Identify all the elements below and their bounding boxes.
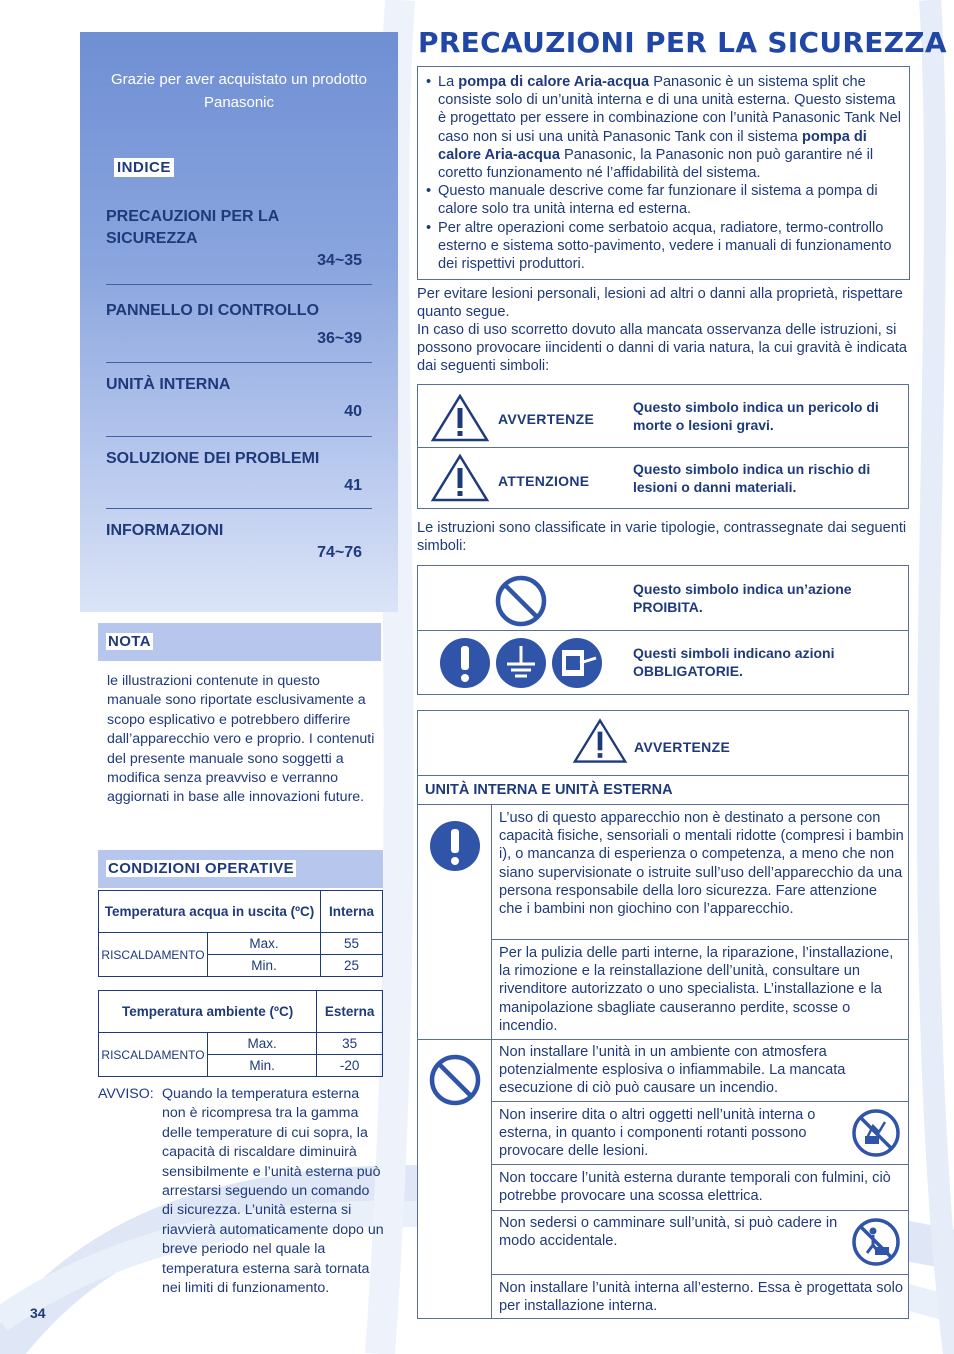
table-header: Interna — [321, 891, 383, 933]
warning-row: Per la pulizia delle parti interne, la riparazione, l’installazione, la rimozione e la reinstallazione dell’unità, consultare un rivenditore autorizzato o uno specialista. L’installazione e la manipolazione sbagliate causeranno perdite, scosse o incendio. — [499, 945, 894, 1034]
warning-box — [417, 710, 909, 1319]
earth-ground-icon — [494, 636, 548, 690]
table-header: Temperatura ambiente (ºC) — [99, 991, 317, 1033]
intro-paragraph: In caso di uso scorretto dovuto alla mancata osservanza delle istruzioni, si possono provocare iincidenti o danni di varia natura, la cui gravità è indicata dai seguenti simboli: — [417, 322, 907, 375]
toc-pages: 36~39 — [317, 330, 362, 347]
max-label: Max. — [208, 933, 321, 955]
conditions-header — [98, 850, 383, 888]
warning-triangle-icon — [430, 393, 490, 443]
toc-label: INFORMAZIONI — [106, 522, 224, 539]
intro-paragraph: Per evitare lesioni personali, lesioni ad altri o danni alla proprietà, rispettare quanto segue. — [417, 286, 903, 321]
toc-pages: 34~35 — [317, 252, 362, 269]
toc-item-information[interactable] — [106, 520, 372, 570]
warning-box-header — [418, 711, 908, 776]
intro-bullet: • Questo manuale descrive come far funzionare il sistema a pompa di calore solo tra unità interna ed esterna. — [418, 182, 906, 218]
column-divider — [491, 804, 492, 1318]
intro-box — [417, 66, 910, 280]
warning-row: L’uso di questo apparecchio non è destinato a persone con capacità fisiche, sensoriali o mentali ridotte (compresi i bambin i), o mancanza di esperienza o competenza, a meno che non siano supervisionate o istruite sull’uso dell’apparecchio da una persona responsabile della loro sicurezza. Fare attenzione che i bambini non giochino con l’apparecchio. — [499, 810, 904, 918]
warning-box-title: AVVERTENZE — [634, 739, 731, 755]
toc-pages: 41 — [344, 477, 362, 494]
action-desc: Questo simbolo indica un’azione PROIBITA. — [633, 581, 852, 615]
page-number: 34 — [30, 1305, 46, 1321]
mode-cell: RISCALDAMENTO — [99, 1033, 208, 1077]
severity-label: ATTENZIONE — [498, 473, 590, 489]
action-row-prohibited — [418, 566, 908, 631]
nota-title: NOTA — [108, 633, 151, 650]
toc-pages: 74~76 — [317, 544, 362, 561]
warning-row: Non installare l’unità in un ambiente con atmosfera potenzialmente esplosiva o infiammabile. La mancata esecuzione di ciò può causare un incendio. — [499, 1044, 846, 1097]
severity-symbols-box — [417, 384, 909, 509]
notice-label: AVVISO: — [98, 1086, 154, 1102]
warning-row: Non inserire dita o altri oggetti nell’unità interna o esterna, in quanto i componenti rotanti possono provocare delle lesioni. — [499, 1107, 816, 1160]
toc-label: PANNELLO DI CONTROLLO — [106, 302, 320, 319]
conditions-table-outdoor — [98, 990, 383, 1077]
warning-triangle-icon — [572, 717, 628, 765]
row-divider — [491, 1101, 908, 1102]
conditions-title: CONDIZIONI OPERATIVE — [108, 860, 295, 877]
action-symbols-box — [417, 565, 909, 695]
severity-desc: Questo simbolo indica un pericolo di morte o lesioni gravi. — [633, 399, 879, 433]
intro-bullet: • La pompa di calore Aria-acqua Panasonic è un sistema split che consiste solo di un’unità interna e di una unità esterna. Questo sistema è progettato per essere in combinazione con l’unità Panasonic Tank Nel caso non si usi una unità Panasonic Tank con il sistema pompa di calore Aria-acqua Panasonic, la Panasonic non può garantire né il coretto funzionamento né l’affidabilità del sistema. — [418, 73, 906, 182]
page-title: PRECAUZIONI PER LA SICUREZZA — [418, 26, 947, 59]
mandatory-exclamation-icon — [438, 636, 492, 690]
warning-section-title: UNITÀ INTERNA E UNITÀ ESTERNA — [425, 782, 673, 798]
min-label: Min. — [208, 1055, 317, 1077]
thanks-text: Grazie per aver acquistato un prodotto Panasonic — [111, 71, 367, 111]
no-stepping-icon — [851, 1217, 901, 1267]
severity-row-warning — [418, 385, 908, 448]
toc-pages: 40 — [344, 403, 362, 420]
table-header: Esterna — [317, 991, 383, 1033]
table-header: Temperatura acqua in uscita (ºC) — [99, 891, 321, 933]
nota-header — [98, 623, 381, 661]
min-value: 25 — [321, 955, 383, 977]
intro-bullet: • Per altre operazioni come serbatoio acqua, radiatore, termo-controllo esterno e sistema sotto-pavimento, vedere i manuali di funzionamento dei rispettivi produttori. — [418, 219, 906, 274]
warning-section-row — [418, 775, 908, 805]
action-row-mandatory — [418, 630, 908, 694]
index-title: INDICE — [114, 158, 174, 177]
mandatory-exclamation-icon — [428, 819, 482, 873]
severity-desc: Questo simbolo indica un rischio di lesioni o danni materiali. — [633, 461, 871, 495]
toc-item-indoor-unit[interactable] — [106, 374, 372, 437]
severity-label: AVVERTENZE — [498, 411, 595, 427]
row-divider — [491, 1210, 908, 1211]
mode-cell: RISCALDAMENTO — [99, 933, 208, 977]
unplug-icon — [550, 636, 604, 690]
prohibited-icon — [428, 1053, 482, 1107]
row-divider — [491, 1274, 908, 1275]
no-fingers-fan-icon — [851, 1108, 901, 1158]
symbols-paragraph: Le istruzioni sono classificate in varie tipologie, contrassegnate dai seguenti simboli: — [417, 520, 907, 555]
warning-row: Non sedersi o camminare sull’unità, si può cadere in modo accidentale. — [499, 1215, 838, 1250]
min-value: -20 — [317, 1055, 383, 1077]
notice-text: Quando la temperatura esterna non è ricompresa tra la gamma delle temperature di cui sopra, la capacità di riscaldare diminuirà sensibilmente e l’unità esterna può arrestarsi seguendo un comando di sicurezza. L’unità esterna si riavvierà automaticamente dopo un breve periodo nel quale la temperatura esterna sarà tornata nei limiti di funzionamento. — [162, 1086, 384, 1297]
row-divider — [491, 1164, 908, 1165]
nota-text: le illustrazioni contenute in questo manuale sono riportate esclusivamente a scopo esplicativo e potrebbero differire dall’apparecchio vero e proprio. I contenuti del presente manuale sono soggetti a modifica senza preavviso e verranno aggiornati in base alle innovazioni future. — [107, 673, 375, 806]
action-desc: Questi simboli indicano azioni OBBLIGATORIE. — [633, 645, 835, 679]
caution-triangle-icon — [430, 453, 490, 503]
max-value: 55 — [321, 933, 383, 955]
sidebar-index-panel — [80, 32, 398, 612]
toc-item-control-panel[interactable] — [106, 300, 372, 363]
warning-row: Non toccare l’unità esterna durante temporali con fulmini, ciò potrebbe provocare una scossa elettrica. — [499, 1170, 891, 1205]
max-value: 35 — [317, 1033, 383, 1055]
toc-label: UNITÀ INTERNA — [106, 376, 231, 393]
toc-item-safety[interactable] — [106, 206, 372, 285]
toc-label: SOLUZIONE DEI PROBLEMI — [106, 450, 320, 467]
conditions-table-indoor — [98, 890, 383, 977]
severity-row-caution — [418, 447, 908, 508]
warning-row: Non installare l’unità interna all’esterno. Essa è progettata solo per installazione interna. — [499, 1280, 903, 1315]
prohibited-icon — [494, 574, 548, 628]
row-divider — [491, 939, 908, 940]
min-label: Min. — [208, 955, 321, 977]
group-divider — [418, 1039, 908, 1040]
max-label: Max. — [208, 1033, 317, 1055]
toc-item-troubleshooting[interactable] — [106, 448, 372, 509]
toc-label: PRECAUZIONI PER LA SICUREZZA — [106, 208, 279, 247]
